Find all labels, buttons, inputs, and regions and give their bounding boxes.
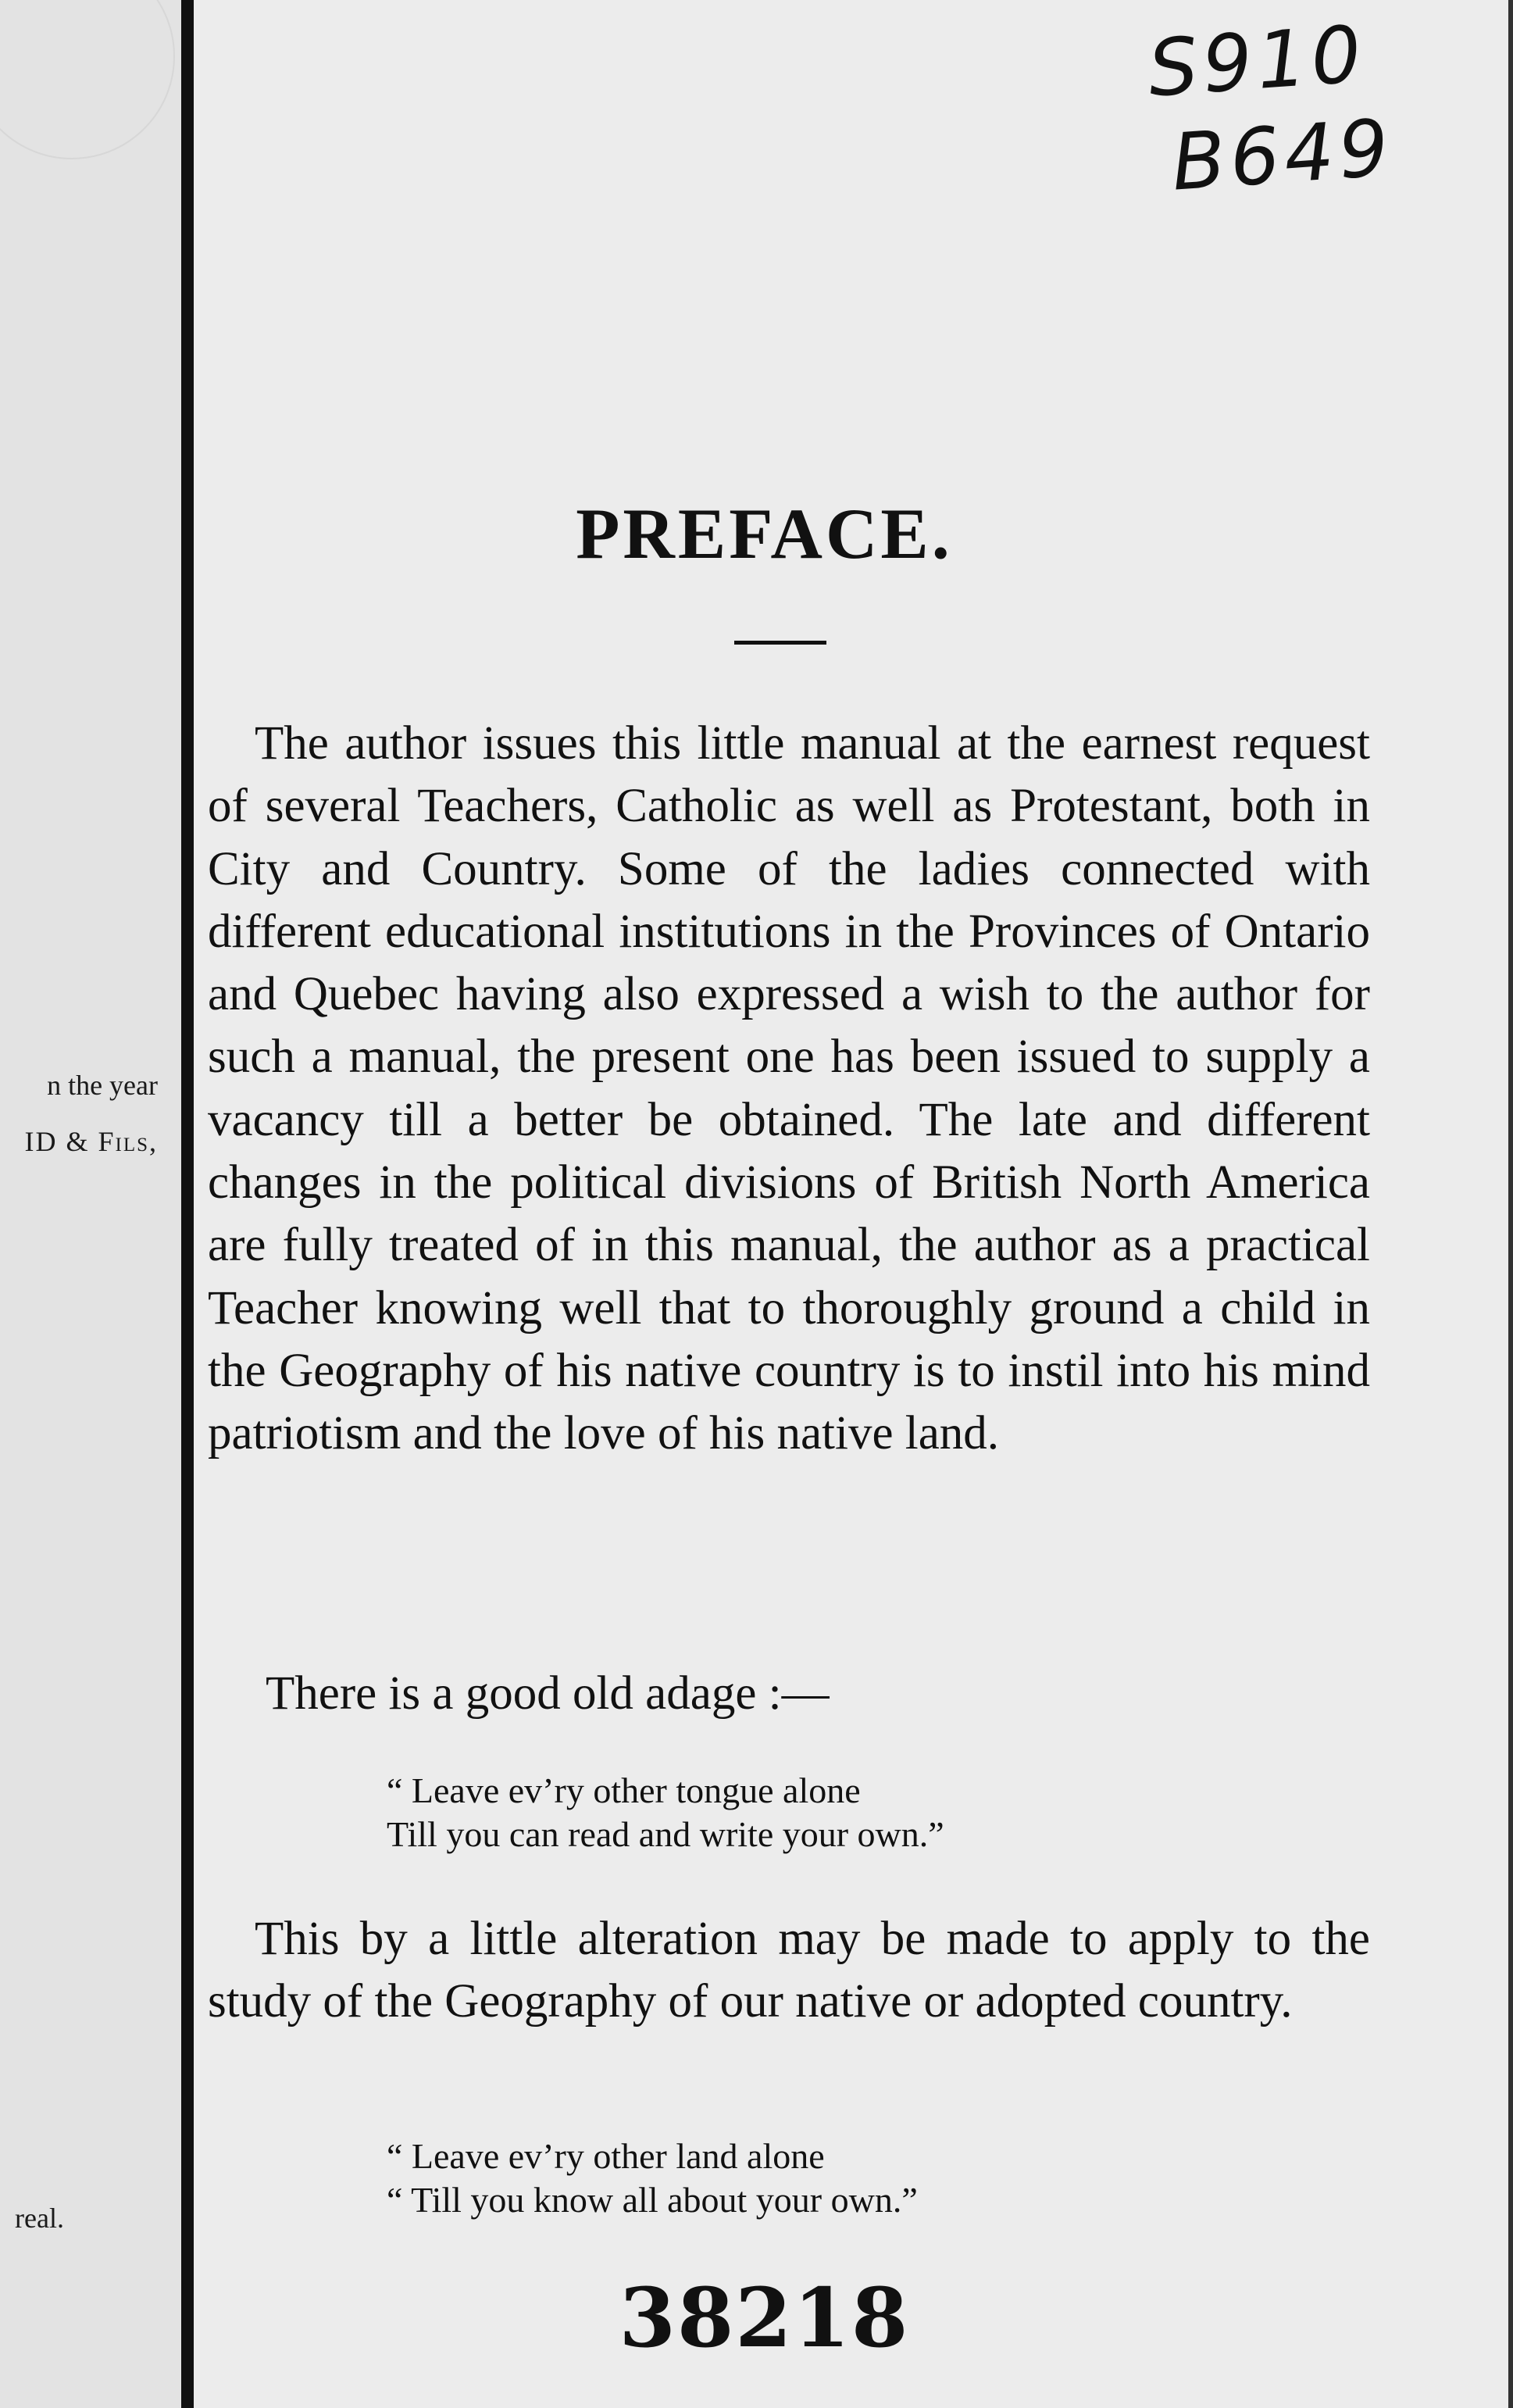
verse-1-line-2: Till you can read and write your own.” xyxy=(387,1814,944,1854)
page-edge xyxy=(1508,0,1513,2408)
verse-1 xyxy=(387,1769,944,1856)
verse-2-line-1: “ Leave ev’ry other land alone xyxy=(387,2136,825,2176)
left-page-text-3: real. xyxy=(15,2203,64,2234)
left-page-text-1: n the year xyxy=(47,1070,158,1101)
show-through-mark xyxy=(0,0,175,159)
verse-1-line-1: “ Leave ev’ry other tongue alone xyxy=(387,1770,861,1810)
verse-2-line-2: “ Till you know all about your own.” xyxy=(387,2180,918,2220)
stamp-number: 38218 xyxy=(619,2270,910,2366)
preface-paragraph-1: The author issues this little manual at the earnest request of several Teachers, Catholic as well as Protestant, both in City and Country. Some of the ladies connected with different educational institutions in the Provinces of Ontario and Quebec having also expressed a wish to the author for such a manual, the present one has been issued to supply a vacancy till a better be obtained. The late and different changes in the political divisions of British North America are fully treated of in this manual, the author as a practical Teacher knowing well that to thoroughly ground a child in the Geography of his native country is to instil into his mind patriotism and the love of his native land. xyxy=(208,717,1370,1460)
handwritten-call-number-1: S910 xyxy=(1145,8,1369,115)
title-divider xyxy=(734,641,826,645)
preface-paragraph-3: This by a little alteration may be made to apply to the study of the Geography of our native or adopted country. xyxy=(208,1913,1370,2028)
page-title: PREFACE. xyxy=(576,494,953,573)
adjacent-page-fragment xyxy=(0,0,181,2408)
handwritten-call-number-2: B649 xyxy=(1169,102,1397,209)
left-page-text-2: ID & Fils, xyxy=(24,1126,158,1157)
binding-rule xyxy=(181,0,194,2408)
verse-2 xyxy=(387,2135,918,2222)
preface-paragraph-2: There is a good old adage :— xyxy=(266,1667,830,1720)
